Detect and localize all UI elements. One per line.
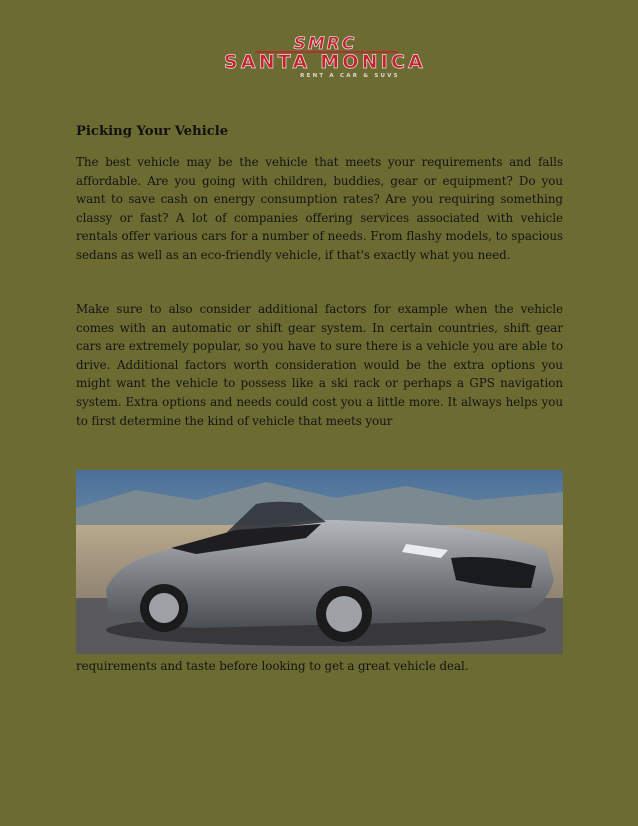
section-heading: Picking Your Vehicle (76, 124, 229, 139)
car-photo (76, 470, 563, 654)
paragraph-factors: Make sure to also consider additional factors for example when the vehicle comes with an automatic or shift gear system. In certain countries, shift gear cars are extremely popular, so you have to sure there is a vehicle you are able to drive. Additional factors worth consideration would be the extra options you might want the vehicle to possess like a ski rack or perhaps a GPS navigation system. Extra options and needs could cost you a little more. It always helps you to first determine the kind of vehicle that meets your (76, 302, 563, 428)
logo-brand: SANTA MONICA (223, 51, 427, 73)
paragraph-conclusion: requirements and taste before looking to get a great vehicle deal. (76, 659, 469, 673)
front-rim (326, 596, 362, 632)
logo-tagline: RENT A CAR & SUVS (300, 73, 400, 79)
paragraph-intro: The best vehicle may be the vehicle that meets your requirements and falls affordable. Are you going with children, buddies, gear or equipment? Do you want to save cash on energy consumption rates? Are you requiring something classy or fast? A lot of companies offering services associated with vehicle rentals offer various cars for a number of needs. From flashy models, to spacious sedans as well as an eco-friendly vehicle, if that's exactly what you need. (76, 155, 563, 262)
santa-monica-logo (160, 30, 490, 82)
rear-rim (149, 593, 179, 623)
logo-graphic (160, 30, 490, 82)
logo-monogram: SMRC (293, 34, 357, 54)
